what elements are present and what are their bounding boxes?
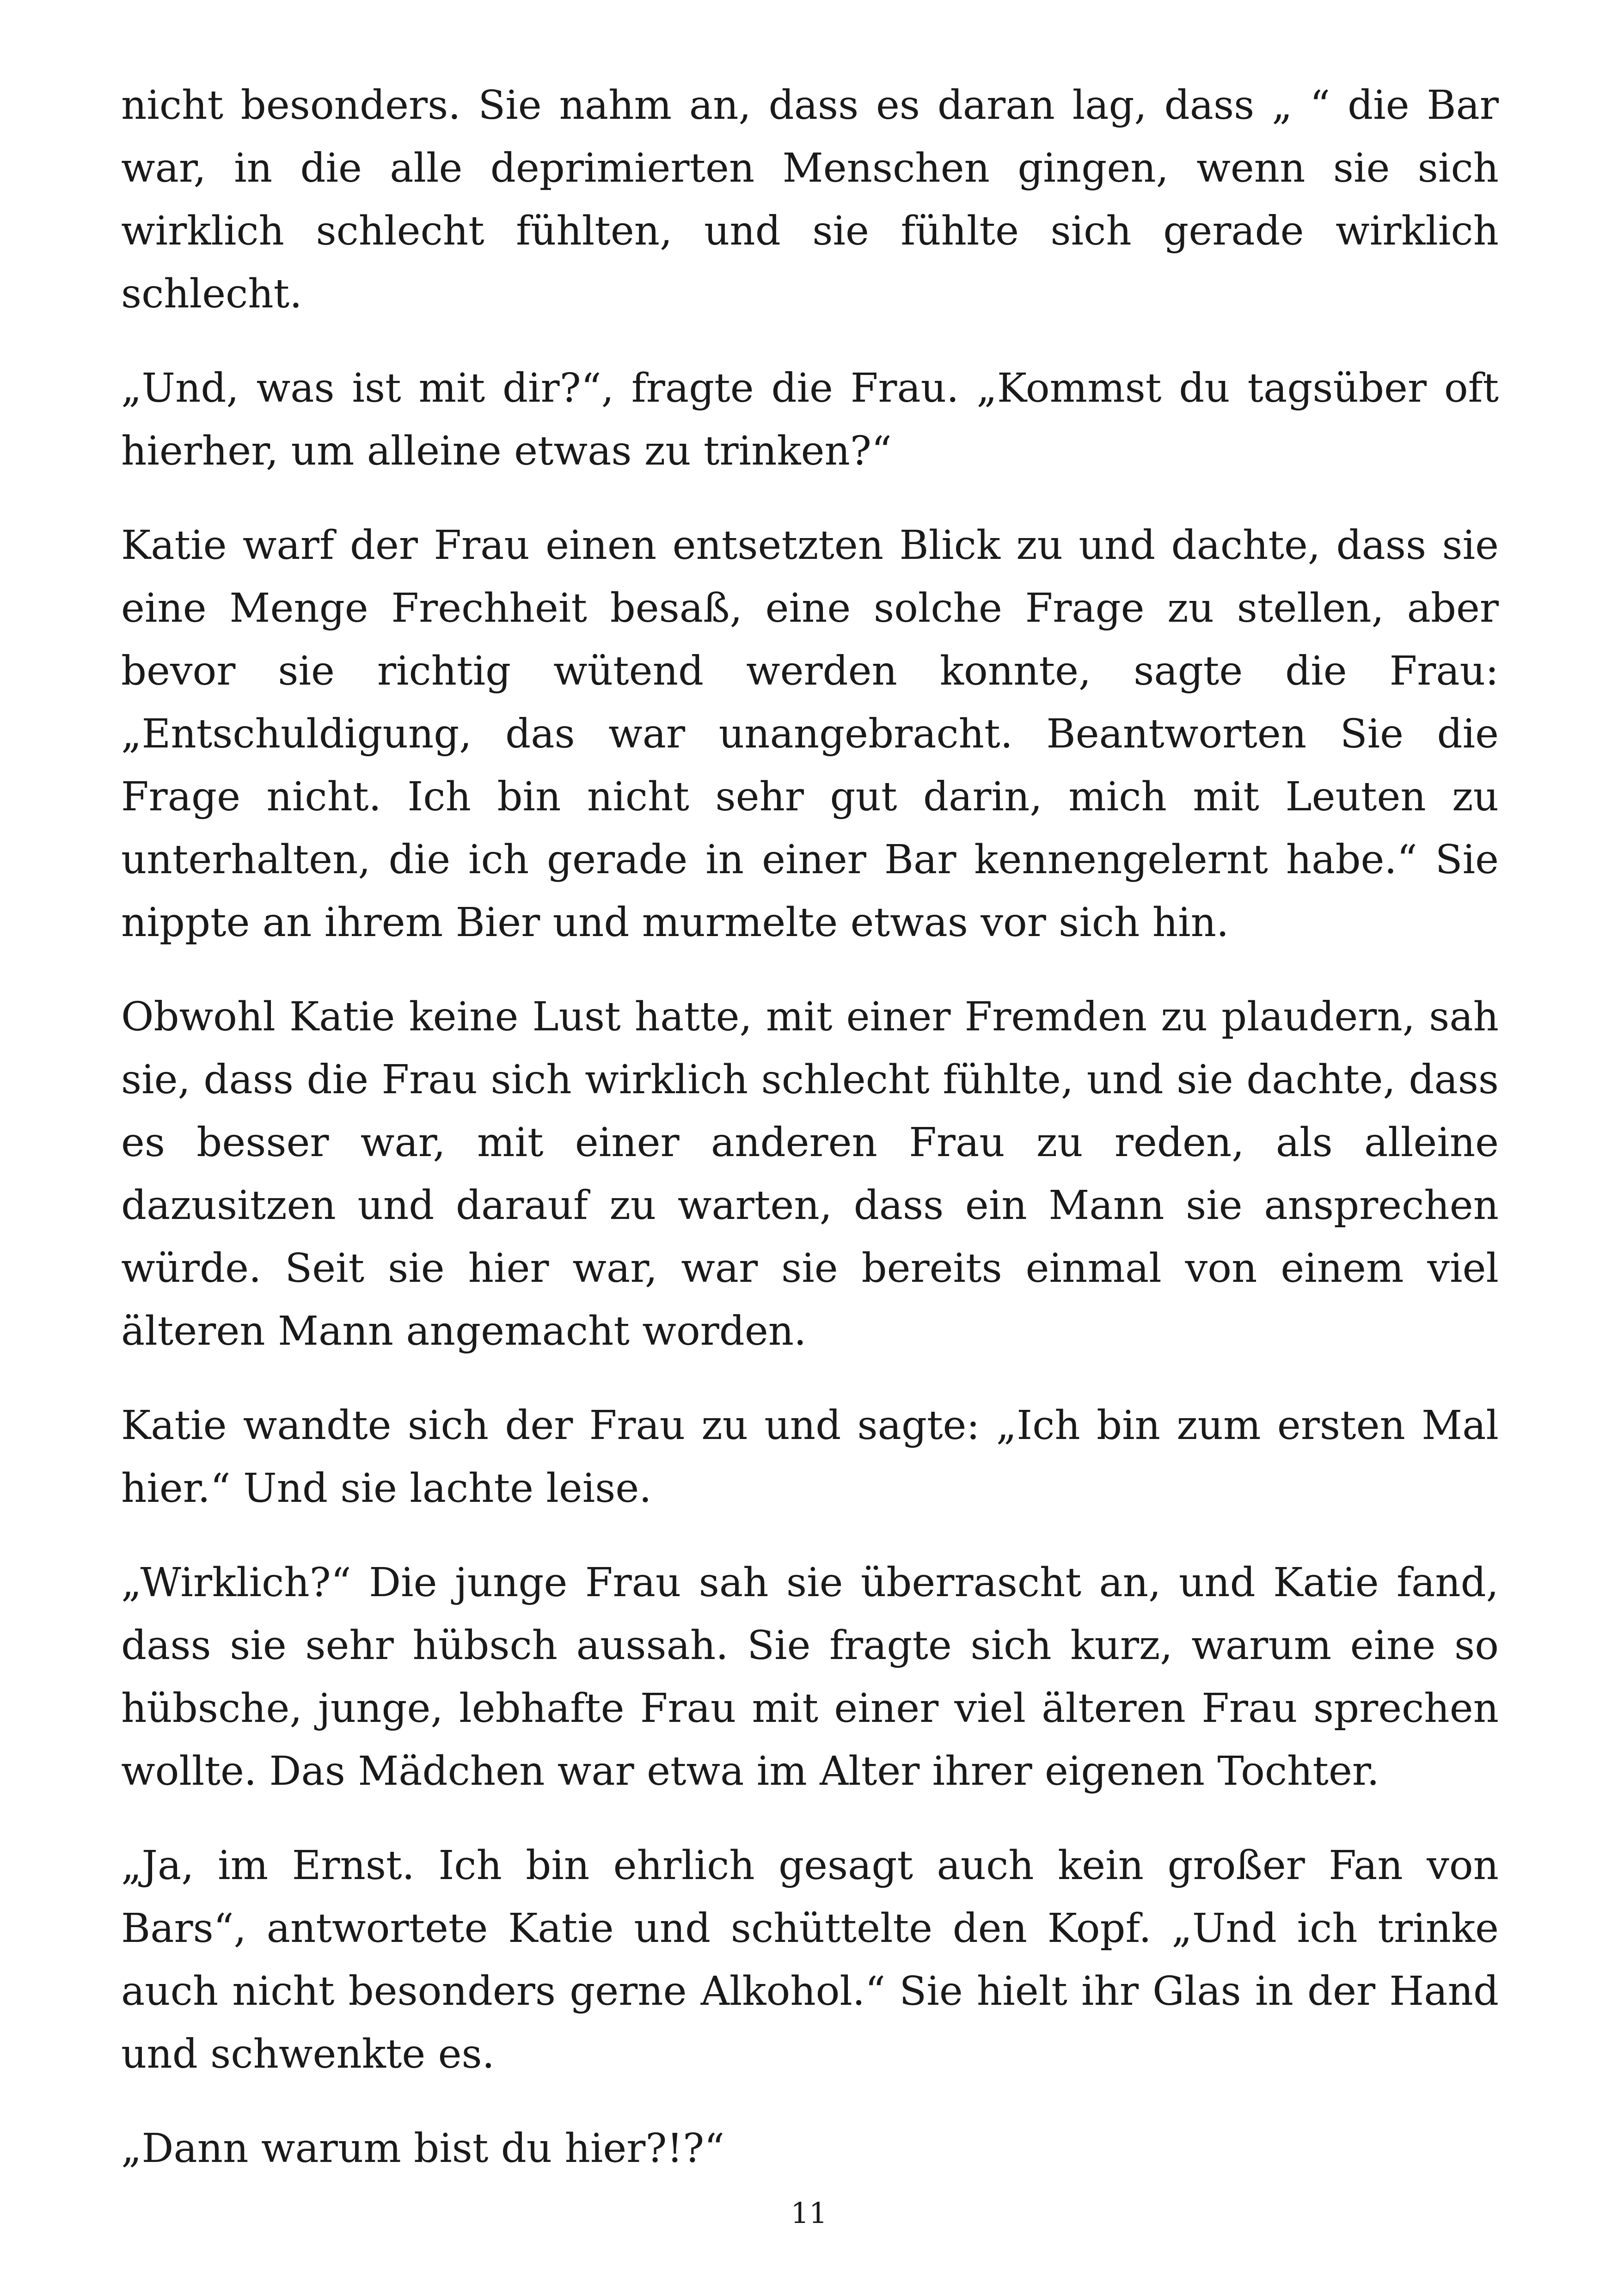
paragraph-5: Katie wandte sich der Frau zu und sagte: „Ich bin zum ersten Mal hier.“ Und sie lachte leise.	[121, 1402, 1499, 1512]
page-number: 11	[791, 2196, 827, 2230]
paragraph-7: „Ja, im Ernst. Ich bin ehrlich gesagt auch kein großer Fan von Bars“, antwortete Katie und schüttelte den Kopf. „Und ich trinke auch nicht besonders gerne Alkohol.“ Sie hielt ihr Glas in der Hand und schwenkte es.	[121, 1843, 1499, 2077]
paragraph-8: „Dann warum bist du hier?!?“	[121, 2125, 725, 2172]
paragraph-4: Obwohl Katie keine Lust hatte, mit einer Fremden zu plaudern, sah sie, dass die Frau sich wirklich schlecht fühlte, und sie dachte, dass es besser war, mit einer anderen Frau zu reden, als alleine dazusitzen und darauf zu warten, dass ein Mann sie ansprechen würde. Seit sie hier war, war sie bereits einmal von einem viel älteren Mann angemacht worden.	[121, 994, 1499, 1354]
paragraph-6: „Wirklich?“ Die junge Frau sah sie überrascht an, und Katie fand, dass sie sehr hübsch aussah. Sie fragte sich kurz, warum eine so hübsche, junge, lebhafte Frau mit einer viel älteren Frau sprechen wollte. Das Mädchen war etwa im Alter ihrer eigenen Tochter.	[121, 1560, 1499, 1794]
body-text	[121, 74, 1499, 2211]
paragraph-1: nicht besonders. Sie nahm an, dass es daran lag, dass „ “ die Bar war, in die alle deprimierten Menschen gingen, wenn sie sich wirklich schlecht fühlten, und sie fühlte sich gerade wirklich schlecht.	[121, 82, 1499, 317]
paragraph-3: Katie warf der Frau einen entsetzten Blick zu und dachte, dass sie eine Menge Frechheit besaß, eine solche Frage zu stellen, aber bevor sie richtig wütend werden konnte, sagte die Frau: „Entschuldigung, das war unangebracht. Beantworten Sie die Frage nicht. Ich bin nicht sehr gut darin, mich mit Leuten zu unterhalten, die ich gerade in einer Bar kennengelernt habe.“ Sie nippte an ihrem Bier und murmelte etwas vor sich hin.	[121, 522, 1499, 946]
paragraph-2: „Und, was ist mit dir?“, fragte die Frau. „Kommst du tagsüber oft hierher, um alleine etwas zu trinken?“	[121, 365, 1499, 474]
